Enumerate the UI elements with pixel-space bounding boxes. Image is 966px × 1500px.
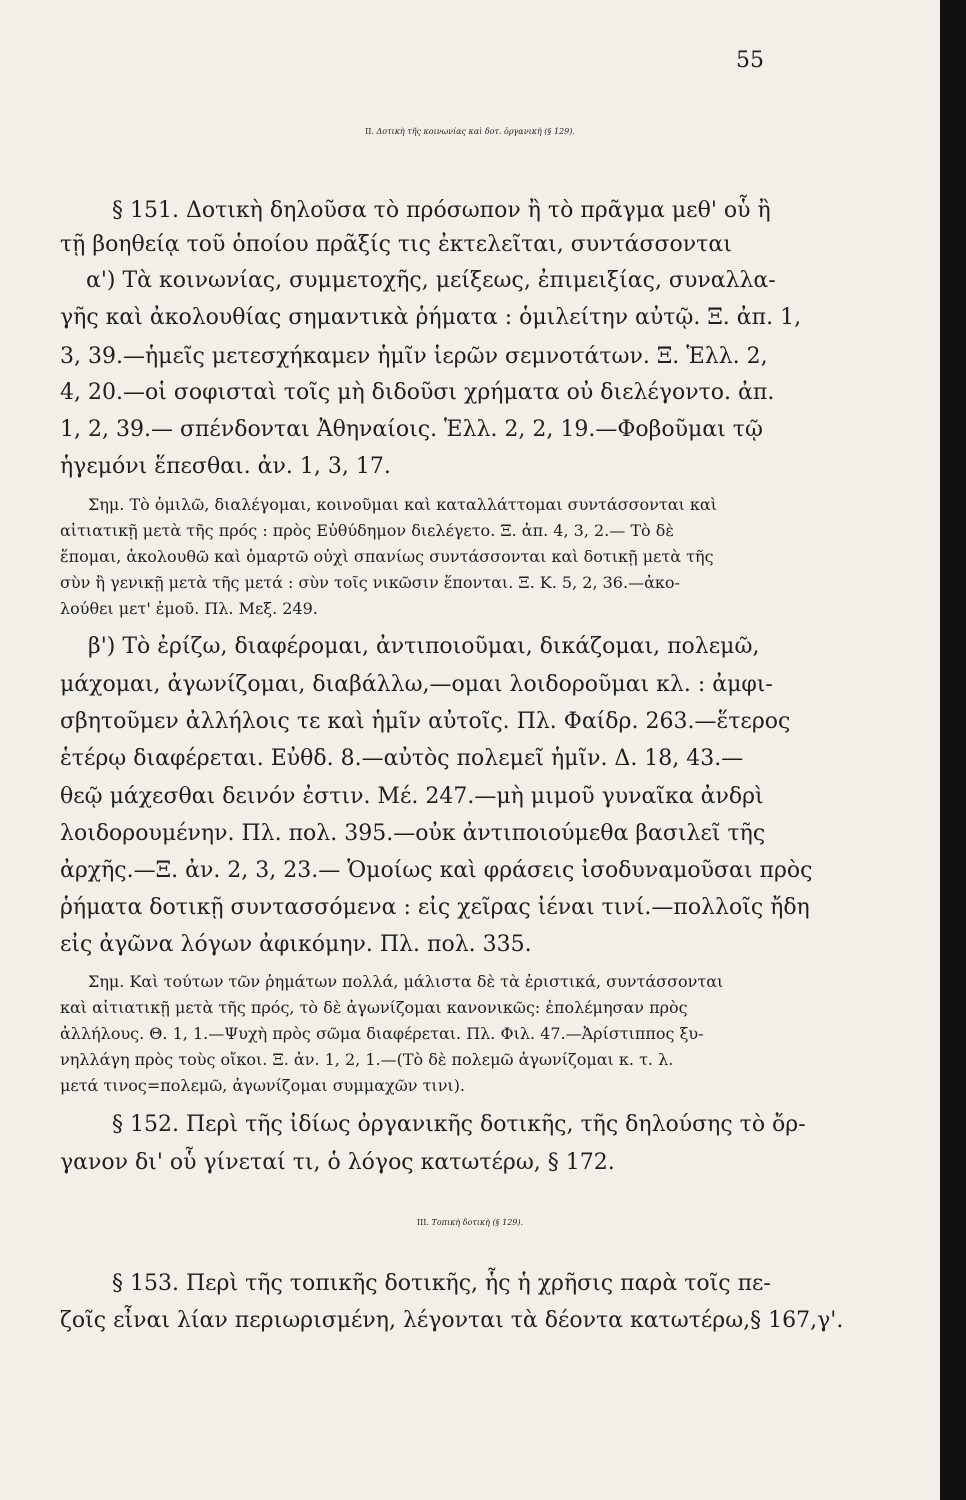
text-line: § 153. Περὶ τῆς τοπικῆς δοτικῆς, ἧς ἡ χρῆσις παρὰ τοῖς πε- [112,1271,771,1296]
note-line: μετά τινος=πολεμῶ, ἀγωνίζομαι συμμαχῶν τινι). [60,1076,466,1095]
section-title: Δοτικὴ τῆς κοινωνίας καὶ δοτ. ὀργανικὴ (§ 129). [376,127,575,136]
note-line: ἕπομαι, ἀκολουθῶ καὶ ὁμαρτῶ οὐχὶ σπανίως συντάσσονται καὶ δοτικῇ μετὰ τῆς [60,547,714,566]
text-line: μάχομαι, ἀγωνίζομαι, διαβάλλω,—ομαι λοιδοροῦμαι κλ. : ἀμφι- [60,672,773,697]
text-line: ζοῖς εἶναι λίαν περιωρισμένη, λέγονται τὰ δέοντα κατωτέρω,§ 167,γ'. [60,1308,844,1333]
page-edge [940,0,966,1500]
text-line: θεῷ μάχεσθαι δεινόν ἐστιν. Μέ. 247.—μὴ μιμοῦ γυναῖκα ἀνδρὶ [60,784,764,809]
section-number: III. [416,1218,429,1227]
text-line: ἀρχῆς.—Ξ. ἀν. 2, 3, 23.— Ὁμοίως καὶ φράσεις ἰσοδυναμοῦσαι πρὸς [60,858,813,883]
text-line: α') Τὰ κοινωνίας, συμμετοχῆς, μείξεως, ἐπιμειξίας, συναλλα- [86,268,776,293]
note-line: νηλλάγη πρὸς τοὺς οἴκοι. Ξ. ἀν. 1, 2, 1.—(Τὸ δὲ πολεμῶ ἀγωνίζομαι κ. τ. λ. [60,1050,674,1069]
note-line: ἀλλήλους. Θ. 1, 1.—Ψυχὴ πρὸς σῶμα διαφέρεται. Πλ. Φιλ. 47.—Ἀρίστιππος ξυ- [60,1024,704,1043]
text-line: β') Τὸ ἐρίζω, διαφέρομαι, ἀντιποιοῦμαι, δικάζομαι, πολεμῶ, [88,634,760,659]
section-title: Τοπικὴ δοτικὴ (§ 129). [431,1218,524,1227]
text-line: λοιδορουμένην. Πλ. πολ. 395.—οὐκ ἀντιποιούμεθα βασιλεῖ τῆς [60,821,766,846]
note-line: καὶ αἰτιατικῇ μετὰ τῆς πρός, τὸ δὲ ἀγωνίζομαι κανονικῶς: ἐπολέμησαν πρὸς [60,998,688,1017]
text-line: σβητοῦμεν ἀλλήλοις τε καὶ ἡμῖν αὐτοῖς. Πλ. Φαίδρ. 263.—ἕτερος [60,709,791,734]
text-line: ῥήματα δοτικῇ συντασσόμενα : εἰς χεῖρας ἰέναι τινί.—πολλοῖς ἤδη [60,895,810,920]
text-line: γῆς καὶ ἀκολουθίας σημαντικὰ ῥήματα : ὁμιλείτην αὐτῷ. Ξ. ἀπ. 1, [60,305,802,330]
text-line: 3, 39.—ἡμεῖς μετεσχήκαμεν ἡμῖν ἱερῶν σεμνοτάτων. Ξ. Ἑλλ. 2, [60,344,768,369]
page-number: 55 [736,48,764,73]
note-line: αἰτιατικῇ μετὰ τῆς πρός : πρὸς Εὐθύδημον διελέγετο. Ξ. ἀπ. 4, 3, 2.— Τὸ δὲ [60,521,674,540]
section-number: II. [365,127,374,136]
section-heading-iii [0,1218,940,1227]
section-heading-ii [0,127,940,136]
note-line: Σημ. Καὶ τούτων τῶν ῥημάτων πολλά, μάλιστα δὲ τὰ ἐριστικά, συντάσσονται [88,972,724,991]
text-line: 4, 20.—οἱ σοφισταὶ τοῖς μὴ διδοῦσι χρήματα οὐ διελέγοντο. ἀπ. [60,380,775,405]
text-line: γανον δι' οὗ γίνεταί τι, ὁ λόγος κατωτέρω, § 172. [60,1150,615,1175]
text-line: § 152. Περὶ τῆς ἰδίως ὀργανικῆς δοτικῆς, τῆς δηλούσης τὸ ὄρ- [112,1112,806,1137]
text-line: ἑτέρῳ διαφέρεται. Εὐθδ. 8.—αὐτὸς πολεμεῖ ἡμῖν. Δ. 18, 43.— [60,746,744,771]
text-line: 1, 2, 39.— σπένδονται Ἀθηναίοις. Ἑλλ. 2, 2, 19.—Φοβοῦμαι τῷ [60,417,763,442]
text-line: § 151. Δοτικὴ δηλοῦσα τὸ πρόσωπον ἢ τὸ πρᾶγμα μεθ' οὗ ἢ [112,198,771,223]
text-line: ἡγεμόνι ἕπεσθαι. ἀν. 1, 3, 17. [60,454,391,479]
text-line: εἰς ἀγῶνα λόγων ἀφικόμην. Πλ. πολ. 335. [60,932,532,957]
text-line: τῇ βοηθείᾳ τοῦ ὁποίου πρᾶξίς τις ἐκτελεῖται, συντάσσονται [60,232,732,257]
note-line: λούθει μετ' ἐμοῦ. Πλ. Μεξ. 249. [60,599,318,618]
note-line: σὺν ἢ γενικῇ μετὰ τῆς μετά : σὺν τοῖς νικῶσιν ἕπονται. Ξ. Κ. 5, 2, 36.—ἀκο- [60,573,680,592]
note-line: Σημ. Τὸ ὁμιλῶ, διαλέγομαι, κοινοῦμαι καὶ καταλλάττομαι συντάσσονται καὶ [88,495,717,514]
